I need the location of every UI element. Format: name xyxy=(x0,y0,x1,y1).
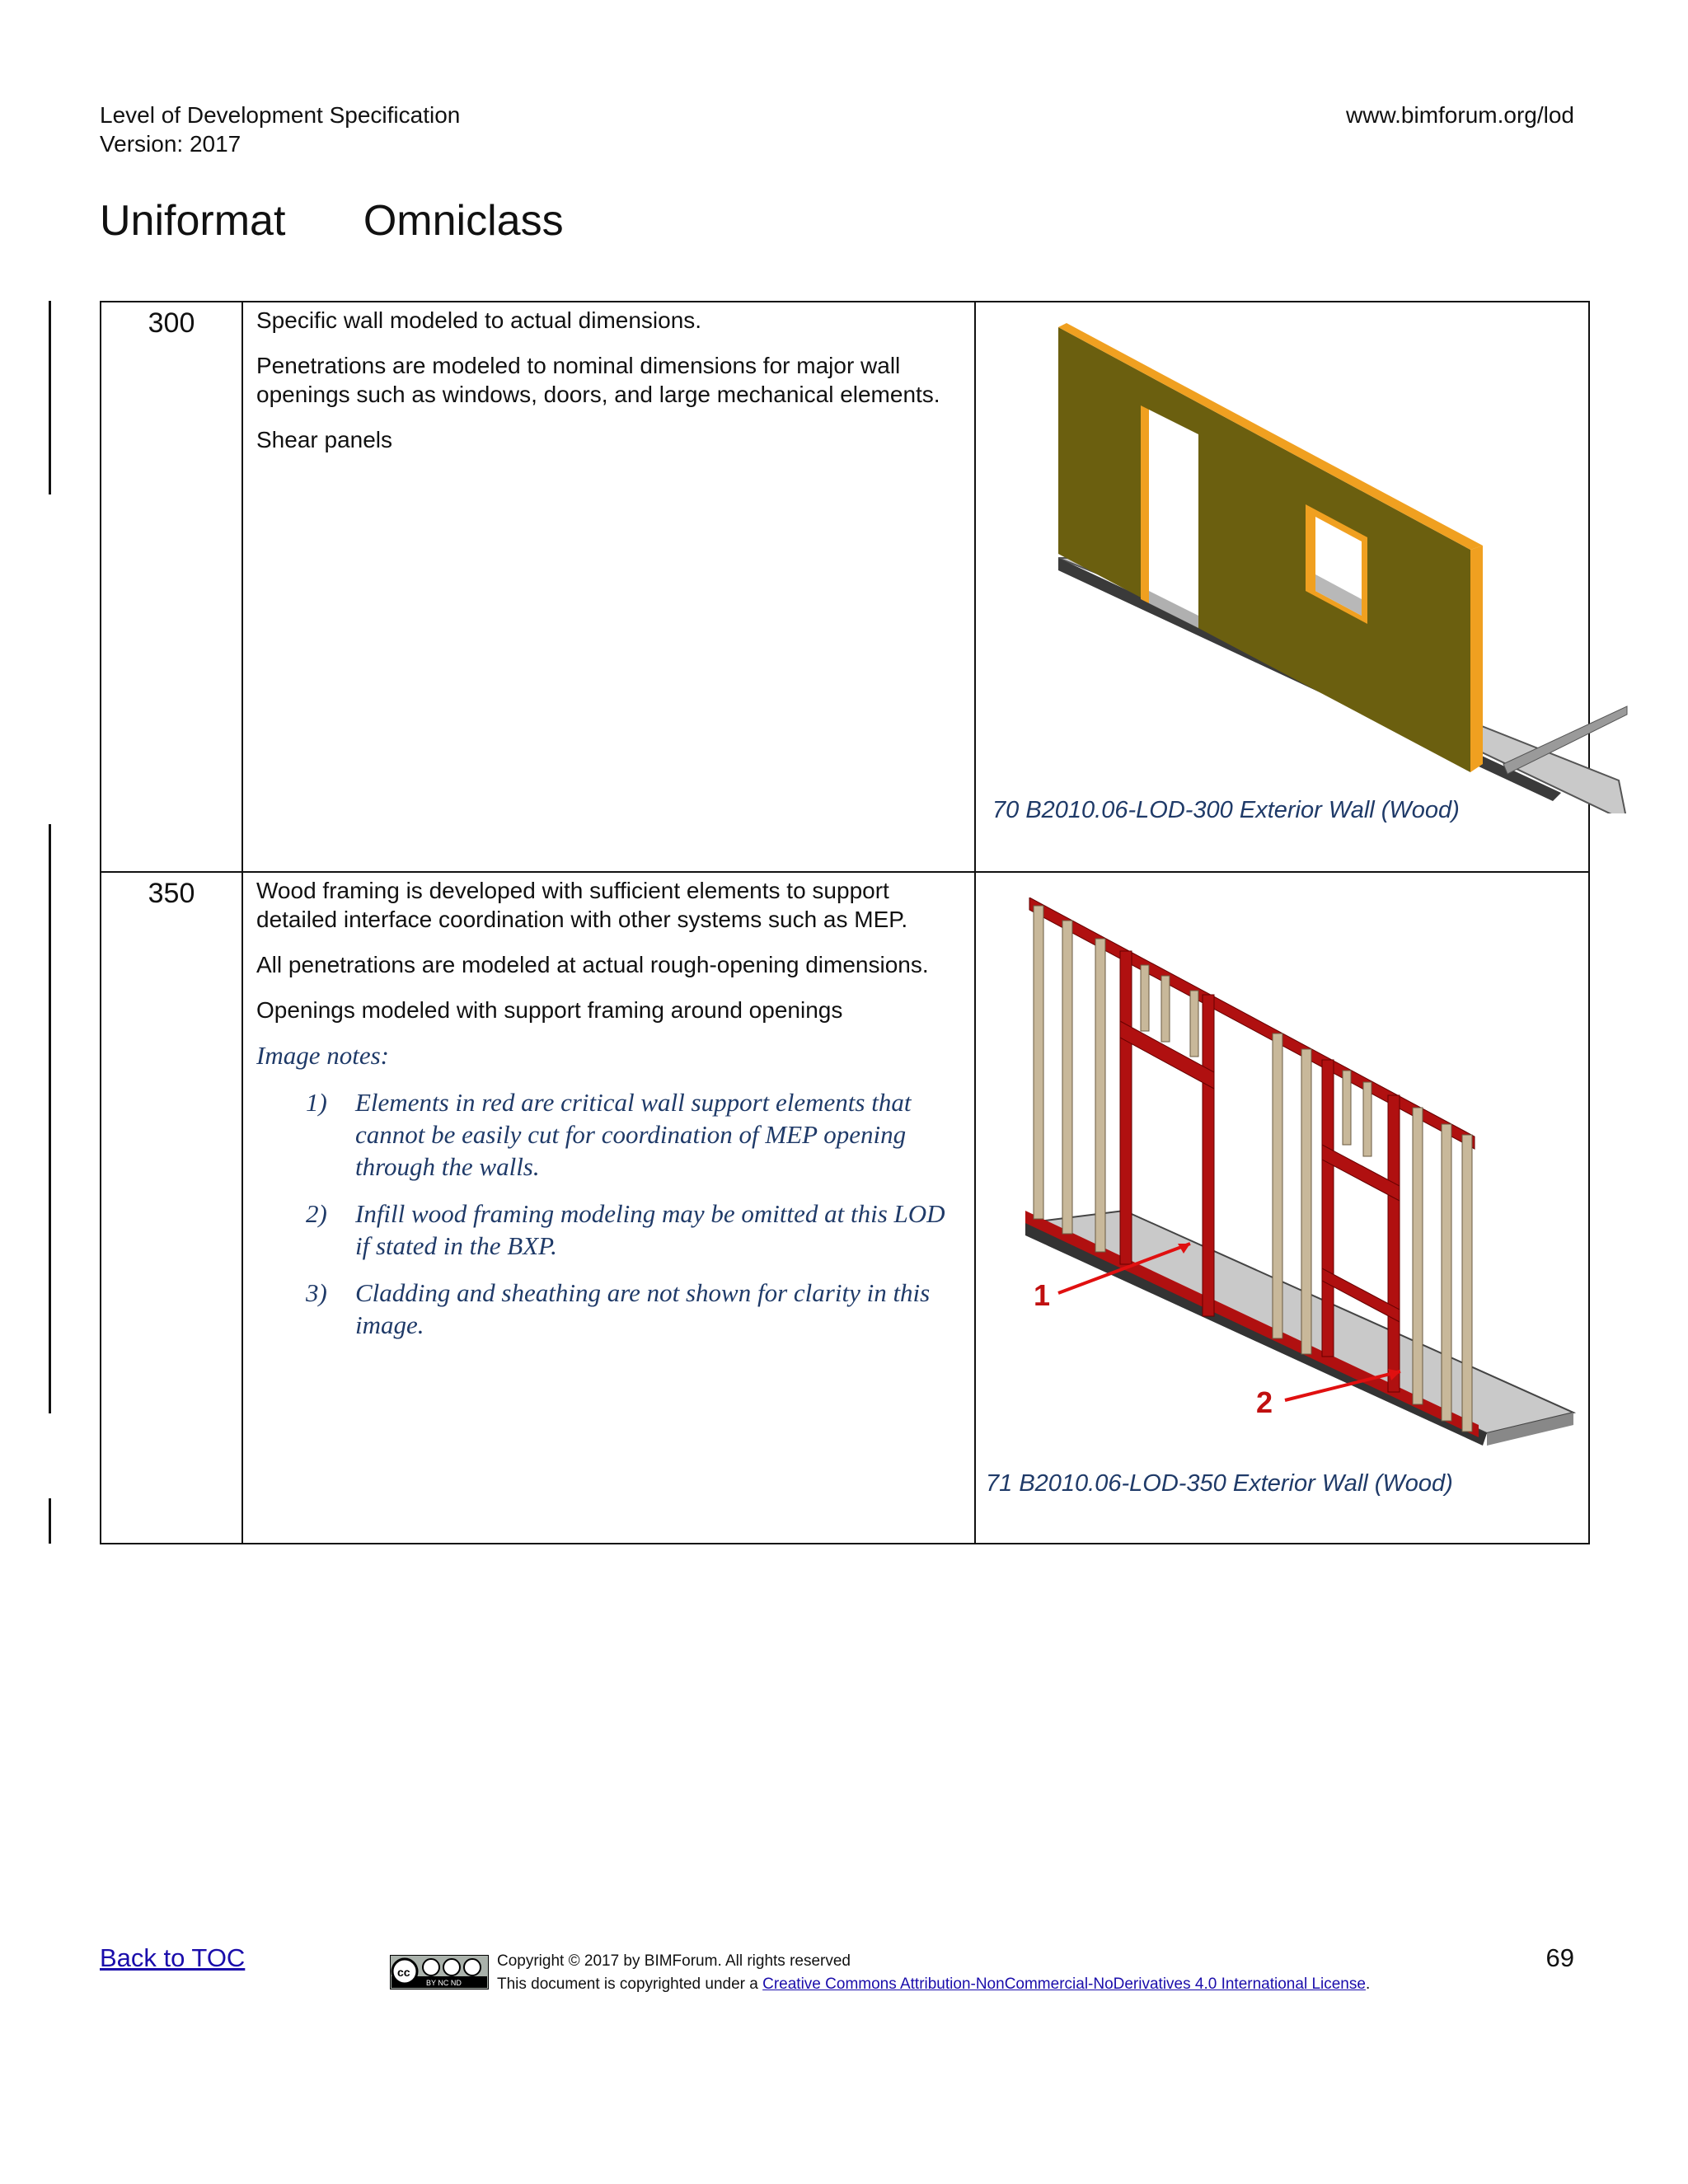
license-link[interactable]: Creative Commons Attribution-NonCommercial-NoDerivatives 4.0 International License xyxy=(762,1975,1366,1993)
list-item xyxy=(306,1086,961,1183)
door-jamb xyxy=(1141,405,1149,603)
note-text: Cladding and sheathing are not shown for clarity in this image. xyxy=(355,1278,931,1339)
document-header-left xyxy=(100,101,460,158)
callout-label-2: 2 xyxy=(1256,1385,1273,1419)
image-cell xyxy=(975,872,1589,1544)
table-row xyxy=(101,872,1589,1544)
image-notes-heading: Image notes: xyxy=(256,1041,389,1070)
document-title: Level of Development Specification xyxy=(100,102,461,128)
image-cell xyxy=(975,302,1589,872)
change-bar xyxy=(49,824,51,1413)
description-paragraph: All penetrations are modeled at actual rough-opening dimensions. xyxy=(256,952,929,977)
callout-label-1: 1 xyxy=(1034,1278,1051,1312)
note-number: 2) xyxy=(306,1199,327,1228)
copyright-line: Copyright © 2017 by BIMForum. All rights reserved xyxy=(497,1952,851,1970)
description-cell xyxy=(242,872,975,1544)
figure-caption: 71 B2010.06-LOD-350 Exterior Wall (Wood) xyxy=(986,1470,1453,1497)
lod-350-framing-illustration xyxy=(1025,898,1652,1491)
omniclass-label: Omniclass xyxy=(363,197,564,245)
license-prefix: This document is copyrighted under a xyxy=(497,1975,763,1993)
lod-level-cell: 350 xyxy=(101,872,242,1544)
website-url: www.bimforum.org/lod xyxy=(1346,102,1574,128)
note-text: Infill wood framing modeling may be omitted at this LOD if stated in the BXP. xyxy=(355,1199,945,1260)
back-to-toc-link[interactable]: Back to TOC xyxy=(100,1943,246,1972)
change-bar xyxy=(49,301,51,494)
image-notes-list xyxy=(256,1086,961,1341)
cc-badge-text: BY NC ND xyxy=(426,1979,462,1987)
change-bar xyxy=(49,1498,51,1544)
wall-end-edge xyxy=(1470,546,1483,772)
door-opening xyxy=(1149,410,1198,624)
description-paragraph: Specific wall modeled to actual dimensions. xyxy=(256,307,702,333)
note-text: Elements in red are critical wall support elements that cannot be easily cut for coordination of MEP opening through the walls. xyxy=(355,1088,912,1181)
copyright-notice xyxy=(497,1950,1370,1996)
description-paragraph: Wood framing is developed with sufficient elements to support detailed interface coordination with other systems such as MEP. xyxy=(256,878,908,932)
bottom-plate xyxy=(1025,1211,1479,1437)
uniformat-label: Uniformat xyxy=(100,197,286,245)
lod-level-cell: 300 xyxy=(101,302,242,872)
lod-table xyxy=(100,301,1590,1544)
document-version: Version: 2017 xyxy=(100,131,241,157)
figure-caption: 70 B2010.06-LOD-300 Exterior Wall (Wood) xyxy=(992,797,1460,823)
section-title xyxy=(100,196,630,246)
wall-panel xyxy=(1058,327,1470,772)
lod-300-wall-illustration xyxy=(1058,319,1685,813)
license-line xyxy=(497,1973,1370,1996)
note-number: 3) xyxy=(306,1278,327,1307)
table-row xyxy=(101,302,1589,872)
note-number: 1) xyxy=(306,1088,327,1117)
description-paragraph: Openings modeled with support framing around openings xyxy=(256,997,843,1023)
description-paragraph: Penetrations are modeled to nominal dimensions for major wall openings such as windows, doors, and large mechanical elements. xyxy=(256,353,940,407)
page-number: 69 xyxy=(1545,1943,1574,1972)
description-cell xyxy=(242,302,975,872)
list-item xyxy=(306,1277,961,1341)
description-paragraph: Shear panels xyxy=(256,427,393,452)
svg-text:cc: cc xyxy=(397,1966,410,1979)
list-item xyxy=(306,1197,961,1262)
creative-commons-badge-icon xyxy=(390,1955,489,1990)
license-suffix: . xyxy=(1365,1975,1371,1993)
floor-slab xyxy=(1025,1211,1573,1433)
